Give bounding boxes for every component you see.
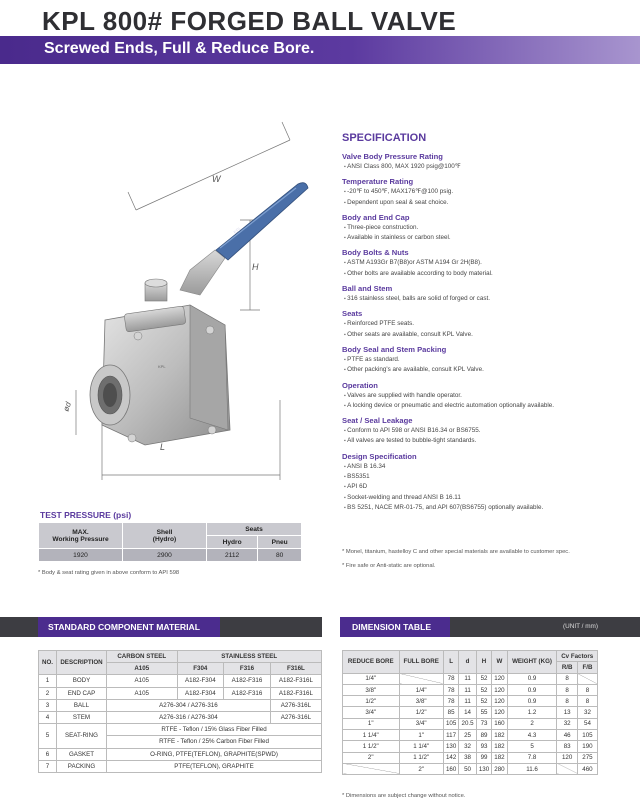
table-row bbox=[39, 724, 322, 736]
table-row bbox=[343, 673, 598, 684]
tp-hydro-value: 2112 bbox=[207, 549, 258, 562]
spec-section bbox=[342, 213, 632, 244]
dim-cell: 8 bbox=[577, 696, 597, 707]
dim-cell: 11 bbox=[459, 696, 476, 707]
dim-cell: 2 bbox=[507, 718, 557, 729]
dim-cell: 13 bbox=[557, 707, 578, 718]
dim-cell: 190 bbox=[577, 741, 597, 752]
spec-item: ▪ ANSI Class 800, MAX 1920 psig@100℉ bbox=[342, 162, 632, 172]
scm-cell: A276-316L bbox=[270, 711, 321, 723]
dim-cell: 120 bbox=[492, 684, 507, 695]
tp-header-shell: Shell (Hydro) bbox=[123, 523, 207, 549]
dim-cell: 8 bbox=[557, 684, 578, 695]
scm-cell: A182-F316L bbox=[270, 687, 321, 699]
table-row bbox=[39, 687, 322, 699]
dim-cell: 14 bbox=[459, 707, 476, 718]
scm-cell: O-RING, PTFE(TEFLON), GRAPHITE(SPWD) bbox=[107, 748, 322, 760]
dim-cell: 1 1/2" bbox=[399, 752, 443, 763]
scm-cell: 1 bbox=[39, 675, 57, 687]
scm-cell: A276-316 / A276-304 bbox=[107, 711, 271, 723]
dim-cell bbox=[577, 673, 597, 684]
scm-header-f316: F316 bbox=[224, 663, 271, 675]
dim-cell: 78 bbox=[443, 684, 458, 695]
dim-cell: 120 bbox=[557, 752, 578, 763]
spec-item: ▪ -20℉ to 450℉, MAX176℉@100 psig. bbox=[342, 187, 632, 197]
table-row bbox=[343, 684, 598, 695]
specification-panel bbox=[342, 132, 632, 518]
spec-section bbox=[342, 152, 632, 172]
svg-text:KPL: KPL bbox=[158, 364, 166, 369]
dim-cell: 32 bbox=[577, 707, 597, 718]
component-material-table bbox=[38, 650, 322, 773]
dim-cell: 182 bbox=[492, 730, 507, 741]
dim-cell: 11 bbox=[459, 684, 476, 695]
specification-list bbox=[342, 152, 632, 513]
dim-d-label: ød bbox=[61, 400, 74, 413]
scm-header-carbon-steel: CARBON STEEL bbox=[107, 651, 178, 663]
dim-l-label: L bbox=[160, 442, 166, 452]
scm-cell: A182-F316 bbox=[224, 675, 271, 687]
scm-cell: A182-F304 bbox=[177, 675, 224, 687]
scm-cell: BODY bbox=[57, 675, 107, 687]
spec-item: ▪ Three-piece construction. bbox=[342, 223, 632, 233]
scm-cell: PTFE(TEFLON), GRAPHITE bbox=[107, 760, 322, 772]
spec-item: ▪ A locking device or pneumatic and electric automation optionally available. bbox=[342, 401, 632, 411]
dimension-table-body bbox=[343, 673, 598, 775]
table-row bbox=[343, 707, 598, 718]
dim-cell: 2" bbox=[343, 752, 400, 763]
specification-notes bbox=[342, 545, 637, 573]
dim-cell: 1" bbox=[343, 718, 400, 729]
dim-cell: 83 bbox=[557, 741, 578, 752]
dim-cell: 160 bbox=[492, 718, 507, 729]
scm-cell: 2 bbox=[39, 687, 57, 699]
dim-header-fb: F/B bbox=[577, 662, 597, 673]
dim-cell: 3/8" bbox=[399, 696, 443, 707]
dim-cell: 0.9 bbox=[507, 673, 557, 684]
dim-cell: 38 bbox=[459, 752, 476, 763]
dim-header-h: H bbox=[476, 651, 491, 674]
dim-cell: 1" bbox=[399, 730, 443, 741]
dim-cell: 0.9 bbox=[507, 684, 557, 695]
dim-cell: 160 bbox=[443, 763, 458, 774]
scm-cell: GASKET bbox=[57, 748, 107, 760]
spec-heading: Valve Body Pressure Rating bbox=[342, 152, 443, 161]
dim-cell: 11 bbox=[459, 673, 476, 684]
dim-cell: 54 bbox=[577, 718, 597, 729]
spec-heading: Body and End Cap bbox=[342, 212, 410, 222]
spec-item: ▪ Valves are supplied with handle operator. bbox=[342, 391, 632, 401]
spec-item: ▪ Reinforced PTFE seats. bbox=[342, 319, 632, 329]
dim-cell: 25 bbox=[459, 730, 476, 741]
dim-cell: 280 bbox=[492, 763, 507, 774]
scm-cell: A105 bbox=[107, 687, 178, 699]
table-row bbox=[39, 748, 322, 760]
dim-header-rb: R/B bbox=[557, 662, 578, 673]
scm-cell: A182-F316L bbox=[270, 675, 321, 687]
page-title: KPL 800# FORGED BALL VALVE bbox=[42, 6, 457, 36]
spec-item: ▪ BS 5251, NACE MR-01-75, and API 607(BS6755) optionally available. bbox=[342, 503, 632, 513]
dim-cell: 3/4" bbox=[399, 718, 443, 729]
spec-item: ▪ All valves are tested to bubble-tight standards. bbox=[342, 436, 632, 446]
dim-cell: 52 bbox=[476, 696, 491, 707]
scm-cell: BALL bbox=[57, 699, 107, 711]
dim-cell: 50 bbox=[459, 763, 476, 774]
dim-header-d: d bbox=[459, 651, 476, 674]
scm-cell: A182-F304 bbox=[177, 687, 224, 699]
note-fire-safe: * Fire safe or Anti-static are optional. bbox=[342, 563, 436, 569]
dim-w-label: W bbox=[212, 174, 221, 184]
dim-cell: 460 bbox=[577, 763, 597, 774]
scm-cell: 5 bbox=[39, 724, 57, 748]
scm-header-no: NO. bbox=[39, 651, 57, 675]
scm-header-f304: F304 bbox=[177, 663, 224, 675]
dim-cell: 275 bbox=[577, 752, 597, 763]
dim-header-full-bore: FULL BORE bbox=[399, 651, 443, 674]
test-pressure-title: TEST PRESSURE (psi) bbox=[40, 510, 132, 520]
spec-section bbox=[342, 345, 632, 376]
svg-text:KPL: KPL bbox=[232, 225, 243, 235]
scm-cell: A276-316L bbox=[270, 699, 321, 711]
dim-cell: 120 bbox=[492, 707, 507, 718]
table-row bbox=[39, 699, 322, 711]
tp-header-seats: Seats bbox=[207, 523, 302, 536]
dim-cell: 11.6 bbox=[507, 763, 557, 774]
scm-header-description: DESCRIPTION bbox=[57, 651, 107, 675]
scm-cell: STEM bbox=[57, 711, 107, 723]
spec-heading: Seat / Seal Leakage bbox=[342, 416, 413, 426]
dim-cell: 105 bbox=[443, 718, 458, 729]
scm-cell: 4 bbox=[39, 711, 57, 723]
dim-cell: 55 bbox=[476, 707, 491, 718]
dim-cell: 3/4" bbox=[343, 707, 400, 718]
dimension-note: * Dimensions are subject change without notice. bbox=[342, 793, 466, 799]
scm-header-a105: A105 bbox=[107, 663, 178, 675]
dim-cell: 1 1/4" bbox=[399, 741, 443, 752]
subtitle: Screwed Ends, Full & Reduce Bore. bbox=[44, 40, 315, 57]
dim-cell: 1/2" bbox=[343, 696, 400, 707]
tp-header-max: MAX. Working Pressure bbox=[39, 523, 123, 549]
dim-h-label: H bbox=[252, 262, 259, 272]
dim-cell: 182 bbox=[492, 741, 507, 752]
valve-illustration bbox=[40, 100, 330, 490]
dim-cell bbox=[343, 763, 400, 774]
spec-item: ▪ 316 stainless steel, balls are solid of forged or cast. bbox=[342, 294, 632, 304]
dim-cell: 1 1/4" bbox=[343, 730, 400, 741]
dim-cell bbox=[557, 763, 578, 774]
spec-item: ▪ Conform to API 598 or ANSI B16.34 or BS6755. bbox=[342, 426, 632, 436]
table-row bbox=[343, 741, 598, 752]
dim-cell: 4.3 bbox=[507, 730, 557, 741]
spec-item: ▪ Dependent upon seal & seat choice. bbox=[342, 198, 632, 208]
spec-item: ▪ API 6D bbox=[342, 482, 632, 492]
scm-header-f316l: F316L bbox=[270, 663, 321, 675]
dim-cell bbox=[399, 673, 443, 684]
dim-cell: 32 bbox=[459, 741, 476, 752]
tp-max-value: 1920 bbox=[39, 549, 123, 562]
dim-cell: 8 bbox=[557, 696, 578, 707]
dim-cell: 142 bbox=[443, 752, 458, 763]
scm-cell: RTFE - Teflon / 15% Glass Fiber Filled bbox=[107, 724, 322, 736]
dim-cell: 5 bbox=[507, 741, 557, 752]
spec-heading: Design Specification bbox=[342, 451, 417, 461]
dimension-unit: (UNIT / mm) bbox=[562, 623, 598, 630]
spec-item: ▪ Socket-welding and thread ANSI B 16.11 bbox=[342, 493, 632, 503]
test-pressure-table bbox=[38, 522, 302, 562]
scm-cell: PACKING bbox=[57, 760, 107, 772]
dim-cell: 2" bbox=[399, 763, 443, 774]
scm-header-stainless-steel: STAINLESS STEEL bbox=[177, 651, 322, 663]
tp-shell-value: 2900 bbox=[123, 549, 207, 562]
spec-heading: Body Seal and Stem Packing bbox=[342, 344, 447, 354]
dim-cell: 117 bbox=[443, 730, 458, 741]
spec-section bbox=[342, 416, 632, 447]
scm-cell: 6 bbox=[39, 748, 57, 760]
dim-cell: 130 bbox=[476, 763, 491, 774]
dim-cell: 20.5 bbox=[459, 718, 476, 729]
dim-cell: 120 bbox=[492, 673, 507, 684]
spec-heading: Body Bolts & Nuts bbox=[342, 248, 409, 258]
scm-cell: A182-F316 bbox=[224, 687, 271, 699]
spec-section bbox=[342, 309, 632, 340]
dim-cell: 73 bbox=[476, 718, 491, 729]
tp-header-pneu: Pneu bbox=[258, 536, 302, 549]
scm-cell: RTFE - Teflon / 25% Carbon Fiber Filled bbox=[107, 736, 322, 748]
table-row bbox=[39, 711, 322, 723]
dim-cell: 85 bbox=[443, 707, 458, 718]
dimension-section-bar bbox=[340, 617, 640, 637]
spec-section bbox=[342, 381, 632, 412]
subtitle-banner bbox=[0, 36, 640, 64]
dim-cell: 93 bbox=[476, 741, 491, 752]
spec-item: ▪ Other bolts are available according to body material. bbox=[342, 269, 632, 279]
dim-cell: 130 bbox=[443, 741, 458, 752]
tp-pneu-value: 80 bbox=[258, 549, 302, 562]
table-row bbox=[343, 718, 598, 729]
dim-cell: 8 bbox=[557, 673, 578, 684]
table-row bbox=[343, 730, 598, 741]
table-row bbox=[343, 763, 598, 774]
spec-item: ▪ ANSI B 16.34 bbox=[342, 462, 632, 472]
test-pressure-note: * Body & seat rating given in above conform to API 598 bbox=[38, 570, 180, 576]
scm-cell: A105 bbox=[107, 675, 178, 687]
table-row bbox=[39, 675, 322, 687]
spec-item: ▪ PTFE as standard. bbox=[342, 355, 632, 365]
dim-cell: 105 bbox=[577, 730, 597, 741]
dimension-table bbox=[342, 650, 598, 775]
specification-title: SPECIFICATION bbox=[342, 132, 427, 144]
dim-cell: 1/2" bbox=[399, 707, 443, 718]
spec-section bbox=[342, 452, 632, 513]
dim-cell: 46 bbox=[557, 730, 578, 741]
table-row bbox=[39, 760, 322, 772]
scm-cell: 3 bbox=[39, 699, 57, 711]
spec-item: ▪ Other packing's are available, consult KPL Valve. bbox=[342, 365, 632, 375]
scm-cell: END CAP bbox=[57, 687, 107, 699]
spec-section bbox=[342, 177, 632, 208]
spec-section bbox=[342, 284, 632, 304]
table-row bbox=[343, 696, 598, 707]
dim-cell: 89 bbox=[476, 730, 491, 741]
tp-header-hydro: Hydro bbox=[207, 536, 258, 549]
dim-cell: 8 bbox=[577, 684, 597, 695]
dimension-section-title: DIMENSION TABLE bbox=[340, 617, 450, 637]
dim-cell: 1/4" bbox=[343, 673, 400, 684]
dim-cell: 0.9 bbox=[507, 696, 557, 707]
note-materials: * Monel, titanium, hastelloy C and other special materials are available to customer spec. bbox=[342, 549, 570, 555]
dim-cell: 78 bbox=[443, 673, 458, 684]
spec-section bbox=[342, 248, 632, 279]
spec-heading: Seats bbox=[342, 309, 363, 319]
dim-cell: 32 bbox=[557, 718, 578, 729]
spec-item: ▪ BS5351 bbox=[342, 472, 632, 482]
spec-item: ▪ Other seats are available, consult KPL Valve. bbox=[342, 330, 632, 340]
table-row bbox=[343, 752, 598, 763]
dim-cell: 52 bbox=[476, 673, 491, 684]
dim-cell: 52 bbox=[476, 684, 491, 695]
spec-heading: Ball and Stem bbox=[342, 284, 393, 294]
dim-cell: 3/8" bbox=[343, 684, 400, 695]
dim-cell: 1.2 bbox=[507, 707, 557, 718]
dim-cell: 78 bbox=[443, 696, 458, 707]
dim-header-l: L bbox=[443, 651, 458, 674]
component-section-title: STANDARD COMPONENT MATERIAL bbox=[38, 617, 220, 637]
dim-cell: 7.8 bbox=[507, 752, 557, 763]
dim-cell: 99 bbox=[476, 752, 491, 763]
component-section-bar bbox=[0, 617, 322, 637]
scm-cell: 7 bbox=[39, 760, 57, 772]
dim-header-weight: WEIGHT (KG) bbox=[507, 651, 557, 674]
dim-header-cv: Cv Factors bbox=[557, 651, 598, 662]
spec-item: ▪ ASTM A193Gr B7(B8)or ASTM A194 Gr 2H(B8). bbox=[342, 258, 632, 268]
scm-cell: A276-304 / A276-316 bbox=[107, 699, 271, 711]
dim-cell: 1/4" bbox=[399, 684, 443, 695]
dim-header-reduce-bore: REDUCE BORE bbox=[343, 651, 400, 674]
spec-heading: Operation bbox=[342, 380, 378, 390]
spec-item: ▪ Available in stainless or carbon steel. bbox=[342, 233, 632, 243]
dim-cell: 1 1/2" bbox=[343, 741, 400, 752]
scm-cell: SEAT-RING bbox=[57, 724, 107, 748]
spec-heading: Temperature Rating bbox=[342, 177, 414, 187]
dim-cell: 120 bbox=[492, 696, 507, 707]
dim-header-w: W bbox=[492, 651, 507, 674]
dim-cell: 182 bbox=[492, 752, 507, 763]
